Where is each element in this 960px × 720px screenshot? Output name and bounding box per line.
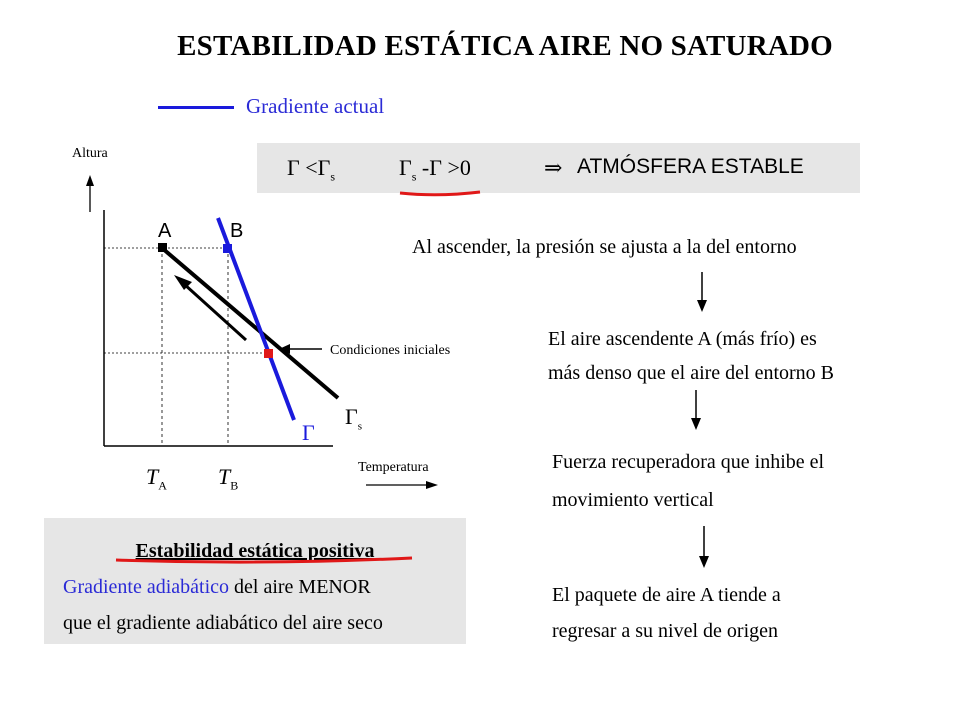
- flow-arrow-3: [696, 526, 712, 570]
- gamma-label: Γ: [302, 420, 315, 445]
- y-axis-arrow: [86, 175, 94, 212]
- initial-point-marker: [264, 349, 273, 358]
- condition-gamma-less: $\Gamma <\Gamma_s$: [287, 155, 336, 184]
- summary-line-2: que el gradiente adiabático del aire seco: [63, 612, 383, 634]
- condition-difference: $\Gamma_s$ -Γ >0: [399, 155, 471, 184]
- flow-step-2-line-2: más denso que el aire del entorno B: [548, 362, 835, 384]
- x-axis-label: Temperatura: [358, 460, 429, 475]
- implies-icon: ⇒: [544, 155, 563, 180]
- flow-step-3-line-1: Fuerza recuperadora que inhibe el: [552, 451, 825, 473]
- summary-box: [44, 518, 466, 644]
- summary-line-1: Gradiente adiabático del aire MENOR: [63, 576, 371, 598]
- y-axis-label: Altura: [72, 146, 108, 161]
- point-a-marker: [158, 243, 167, 252]
- ta-label: $T_A$: [146, 464, 167, 493]
- legend-label: Gradiente actual: [246, 94, 385, 118]
- flow-step-2-line-1: El aire ascendente A (más frío) es: [548, 328, 817, 350]
- dry-adiabatic-line: [162, 248, 338, 398]
- condition-result: ATMÓSFERA ESTABLE: [577, 155, 804, 178]
- initial-conditions-label: Condiciones iniciales: [330, 343, 451, 358]
- flow-step-3-line-2: movimiento vertical: [552, 489, 714, 511]
- ascent-arrow: [174, 275, 246, 340]
- flow-step-1: Al ascender, la presión se ajusta a la del entorno: [412, 236, 797, 258]
- point-a-label: A: [158, 220, 172, 242]
- flow-arrow-1: [694, 272, 710, 314]
- tb-label: $T_B$: [218, 464, 239, 493]
- summary-title: Estabilidad estática positiva: [135, 540, 375, 562]
- point-b-label: B: [230, 220, 244, 242]
- flow-arrow-2: [688, 390, 704, 432]
- x-axis-arrow: [366, 481, 438, 489]
- summary-title-underline: [114, 553, 414, 567]
- flow-step-4-line-1: El paquete de aire A tiende a: [552, 584, 781, 606]
- point-b-marker: [223, 244, 232, 253]
- gamma-s-label: $\Gamma_s$: [345, 404, 362, 433]
- page-title: ESTABILIDAD ESTÁTICA AIRE NO SATURADO: [177, 30, 833, 62]
- flow-step-4-line-2: regresar a su nivel de origen: [552, 620, 779, 642]
